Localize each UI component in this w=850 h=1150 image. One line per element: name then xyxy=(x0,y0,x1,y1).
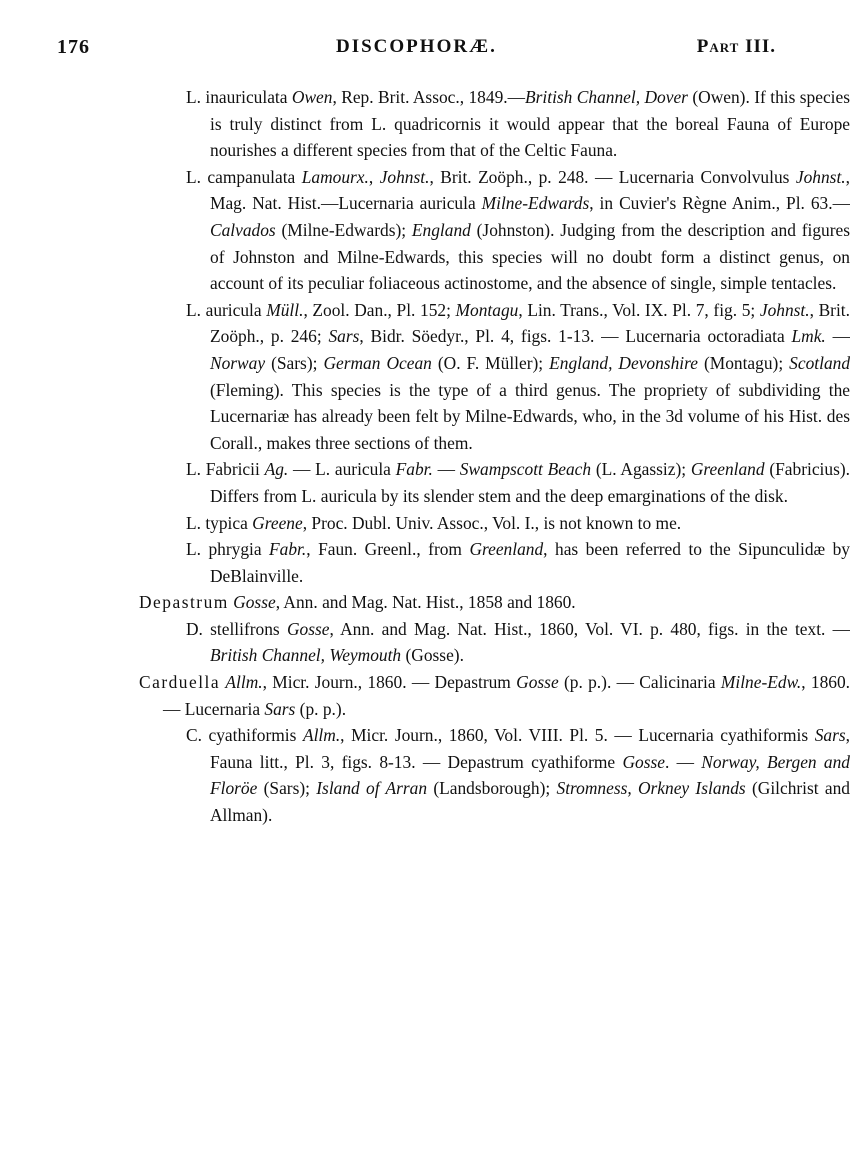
taxon-entry: L. phrygia Fabr., Faun. Greenl., from Greenland, has been referred to the Sipunculidæ by DeBlainville. xyxy=(186,539,850,586)
taxon-entry: L. auricula Müll., Zool. Dan., Pl. 152; Montagu, Lin. Trans., Vol. IX. Pl. 7, fig. 5; Johnst., Brit. Zoöph., p. 246; Sars, Bidr. Söedyr., Pl. 4, figs. 1-13. — Lucernaria octoradiata Lmk. — Norway (Sars); German Ocean (O. F. Müller); England, Devonshire (Montagu); Scotland (Fleming). This species is the type of a third genus. The propriety of subdividing the Lucernariæ has already been felt by Milne-Edwards, who, in the 3d volume of his Hist. des Corall., makes three sections of them. xyxy=(186,299,850,453)
taxon-entry: L. Fabricii Ag. — L. auricula Fabr. — Swampscott Beach (L. Agassiz); Greenland (Fabricius). Differs from L. auricula by its slender stem and the deep emarginations of the disk. xyxy=(186,459,850,506)
page-header xyxy=(0,36,850,66)
taxon-entry: L. inauriculata Owen, Rep. Brit. Assoc., 1849.—British Channel, Dover (Owen). If this species is truly distinct from L. quadricornis it would appear that the boreal Fauna of Europe nourishes a different species from that of the Celtic Fauna. xyxy=(186,87,850,161)
taxon-entry: D. stellifrons Gosse, Ann. and Mag. Nat. Hist., 1860, Vol. VI. p. 480, figs. in the text. — British Channel, Weymouth (Gosse). xyxy=(186,618,850,666)
page-number: 176 xyxy=(57,36,90,58)
taxon-entry: Depastrum Gosse, Ann. and Mag. Nat. Hist., 1858 and 1860. xyxy=(139,592,576,613)
taxon-entry: Carduella Allm., Micr. Journ., 1860. — Depastrum Gosse (p. p.). — Calicinaria Milne-Edw., 1860. — Lucernaria Sars (p. p.). xyxy=(139,672,850,719)
taxon-entry: L. campanulata Lamourx., Johnst., Brit. Zoöph., p. 248. — Lucernaria Convolvulus Johnst., Mag. Nat. Hist.—Lucernaria auricula Milne-Edwards, in Cuvier's Règne Anim., Pl. 63.—Calvados (Milne-Edwards); England (Johnston). Judging from the description and figures of Johnston and Milne-Edwards, this species will no doubt form a distinct genus, on account of its peculiar foliaceous actinostome, and the absence of single, simple tentacles. xyxy=(186,166,850,294)
running-title: DISCOPHORÆ. xyxy=(336,36,497,57)
taxon-entry: C. cyathiformis Allm., Micr. Journ., 1860, Vol. VIII. Pl. 5. — Lucernaria cyathiformis Sars, Fauna litt., Pl. 3, figs. 8-13. — Depastrum cyathiforme Gosse. — Norway, Bergen and Floröe (Sars); Island of Arran (Landsborough); Stromness, Orkney Islands (Gilchrist and Allman). xyxy=(186,725,850,826)
page-body xyxy=(0,84,850,829)
part-label: Part III. xyxy=(696,36,776,57)
taxon-entry: L. typica Greene, Proc. Dubl. Univ. Assoc., Vol. I., is not known to me. xyxy=(186,512,682,533)
